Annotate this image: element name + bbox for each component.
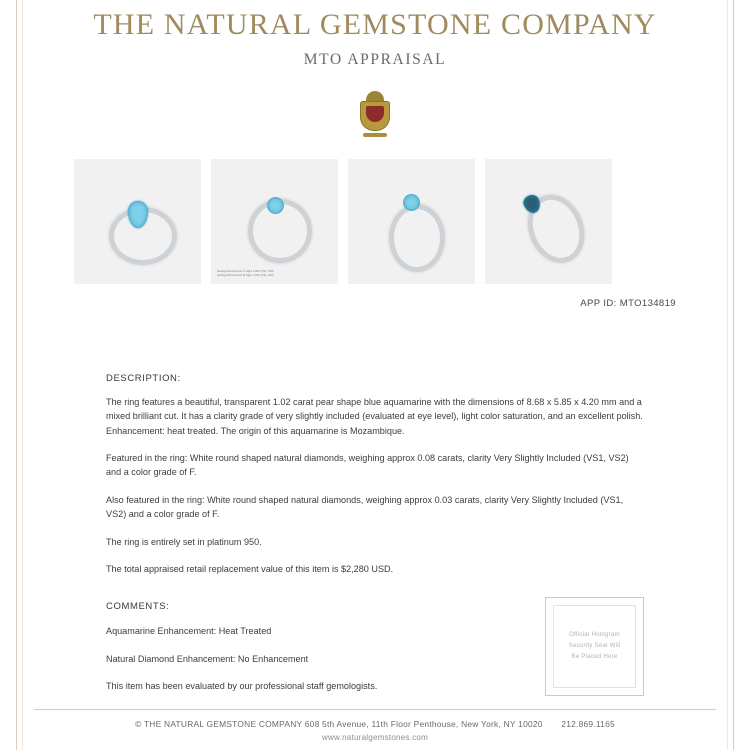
ring-illustration [499, 171, 598, 273]
crest-base-shape [363, 133, 387, 137]
ring-illustration [238, 185, 312, 259]
hologram-text-line: Security Seal Will [568, 642, 621, 650]
document-footer [34, 709, 716, 742]
description-paragraph: The ring features a beautiful, transparent 1.02 carat pear shape blue aquamarine with the dimensions of 8.68 x 5.85 x 4.20 mm and a mixed brilliant cut. It has a clarity grade of very slightly included (evaluated at eye level), light color saturation, and an excellent polish. Enhancement: heat treated. The origin of this aquamarine is Mozambique. [106, 397, 643, 436]
aquamarine-gem-shape [128, 201, 148, 228]
aquamarine-gem-shape [267, 197, 284, 214]
hologram-inner-border [553, 605, 636, 688]
ring-photo-front-angle [74, 159, 201, 284]
ring-photo-tilted-view [485, 159, 612, 284]
ring-photo-top-view [211, 159, 338, 284]
ring-illustration [101, 185, 175, 259]
photo-caption-line: Sterling Silv Diamond 'A' wght. 0.08ct (VS1, VS2) [217, 270, 274, 274]
hologram-text-line: Be Placed Here [571, 652, 618, 660]
ring-photo-side-profile [348, 159, 475, 284]
left-outer-border-rule [16, 0, 17, 750]
document-type-title: MTO APPRAISAL [303, 51, 447, 68]
company-title: THE NATURAL GEMSTONE COMPANY [93, 8, 657, 41]
description-label: DESCRIPTION: [106, 373, 181, 384]
footer-phone: 212.869.1165 [561, 719, 615, 729]
ring-illustration [375, 178, 449, 266]
heraldic-crest-icon [358, 91, 392, 137]
comment-line: Aquamarine Enhancement: Heat Treated [106, 626, 272, 637]
comment-line: This item has been evaluated by our professional staff gemologists. [106, 680, 378, 691]
document-content [34, 0, 716, 750]
photo-gallery [34, 159, 716, 284]
comments-label: COMMENTS: [106, 601, 170, 613]
description-paragraph: The total appraised retail replacement value of this item is $2,280 USD. [106, 563, 394, 574]
crest-container [34, 91, 716, 137]
footer-website: www.naturalgemstones.com [321, 733, 429, 742]
left-inner-border-rule [22, 0, 23, 750]
right-outer-border-rule [733, 0, 734, 750]
description-paragraph: Also featured in the ring: White round shaped natural diamonds, weighing approx 0.03 carats, clarity Very Slightly Included (VS1, VS2) and a color grade of F. [106, 494, 624, 520]
footer-copyright: © THE NATURAL GEMSTONE COMPANY 608 5th Avenue, 11th Floor Penthouse, New York, NY 10020 [135, 719, 543, 729]
footer-address-row [34, 719, 716, 729]
right-inner-border-rule [727, 0, 728, 750]
app-id: APP ID: MTO134819 [580, 298, 676, 309]
crest-shield-shape [360, 101, 390, 131]
description-paragraph: The ring is entirely set in platinum 950. [106, 536, 262, 547]
description-paragraph: Featured in the ring: White round shaped natural diamonds, weighing approx 0.08 carats, clarity Very Slightly Included (VS1, VS2) and a color grade of F. [106, 453, 629, 478]
aquamarine-gem-shape [403, 194, 420, 211]
photo-caption-line: Sterling Silv Diamond 'B' wght. 0.03ct (VS1, VS2) [217, 274, 274, 278]
ring-band-shape [389, 204, 445, 272]
footer-divider [34, 709, 716, 710]
hologram-text-line: Official Hologram [569, 631, 620, 639]
photo-caption [217, 270, 307, 278]
hologram-text [569, 630, 621, 663]
comment-line: Natural Diamond Enhancement: No Enhancement [106, 653, 309, 664]
hologram-seal-placeholder [545, 597, 644, 696]
